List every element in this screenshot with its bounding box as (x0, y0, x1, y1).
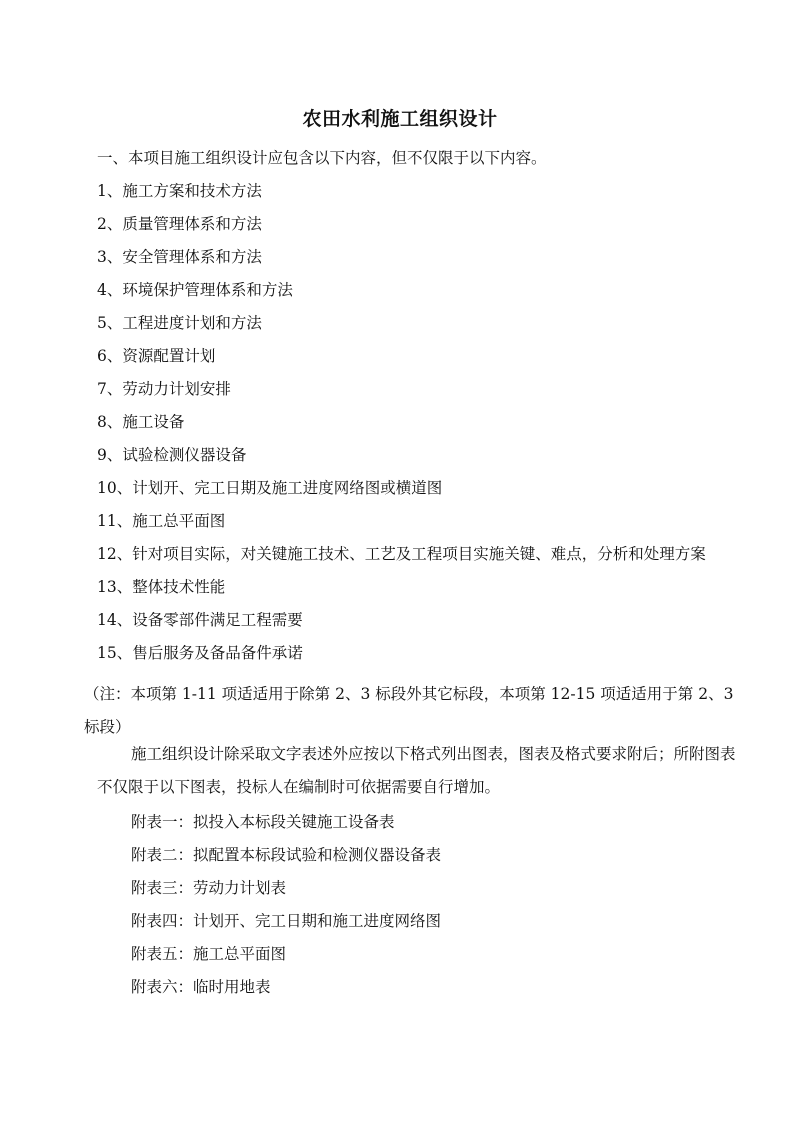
list-item: 2、质量管理体系和方法 (97, 215, 262, 233)
document-title: 农田水利施工组织设计 (302, 108, 498, 130)
note-text: （注：本项第 1-11 项适适用于除第 2、3 标段外其它标段，本项第 12-15 项适适用于第 2、3 标段） (84, 685, 734, 736)
body-paragraph: 施工组织设计除采取文字表述外应按以下格式列出图表，图表及格式要求附后；所附图表不仅限于以下图表，投标人在编制时可依据需要自行增加。 (97, 745, 736, 796)
list-item: 6、资源配置计划 (97, 347, 216, 365)
attachment-item: 附表二：拟配置本标段试验和检测仪器设备表 (131, 846, 442, 864)
list-item: 1、施工方案和技术方法 (97, 182, 262, 200)
list-item: 13、整体技术性能 (97, 578, 226, 596)
list-item: 5、工程进度计划和方法 (97, 314, 262, 332)
list-item: 8、施工设备 (97, 413, 185, 431)
list-item: 4、环境保护管理体系和方法 (97, 281, 293, 299)
list-item: 10、计划开、完工日期及施工进度网络图或横道图 (97, 479, 443, 497)
attachment-item: 附表一：拟投入本标段关键施工设备表 (131, 813, 395, 831)
list-item: 15、售后服务及备品备件承诺 (97, 644, 303, 662)
list-item: 7、劳动力计划安排 (97, 380, 231, 398)
list-item: 14、设备零部件满足工程需要 (97, 611, 303, 629)
attachment-item: 附表五：施工总平面图 (131, 945, 287, 963)
intro-line: 一、本项目施工组织设计应包含以下内容，但不仅限于以下内容。 (97, 149, 547, 167)
list-item: 3、安全管理体系和方法 (97, 248, 262, 266)
list-item: 11、施工总平面图 (97, 512, 226, 530)
attachment-item: 附表四：计划开、完工日期和施工进度网络图 (131, 912, 442, 930)
list-item: 9、试验检测仪器设备 (97, 446, 247, 464)
attachment-item: 附表六：临时用地表 (131, 978, 271, 996)
attachment-item: 附表三：劳动力计划表 (131, 879, 287, 897)
list-item: 12、针对项目实际，对关键施工技术、工艺及工程项目实施关键、难点，分析和处理方案 (97, 545, 706, 563)
